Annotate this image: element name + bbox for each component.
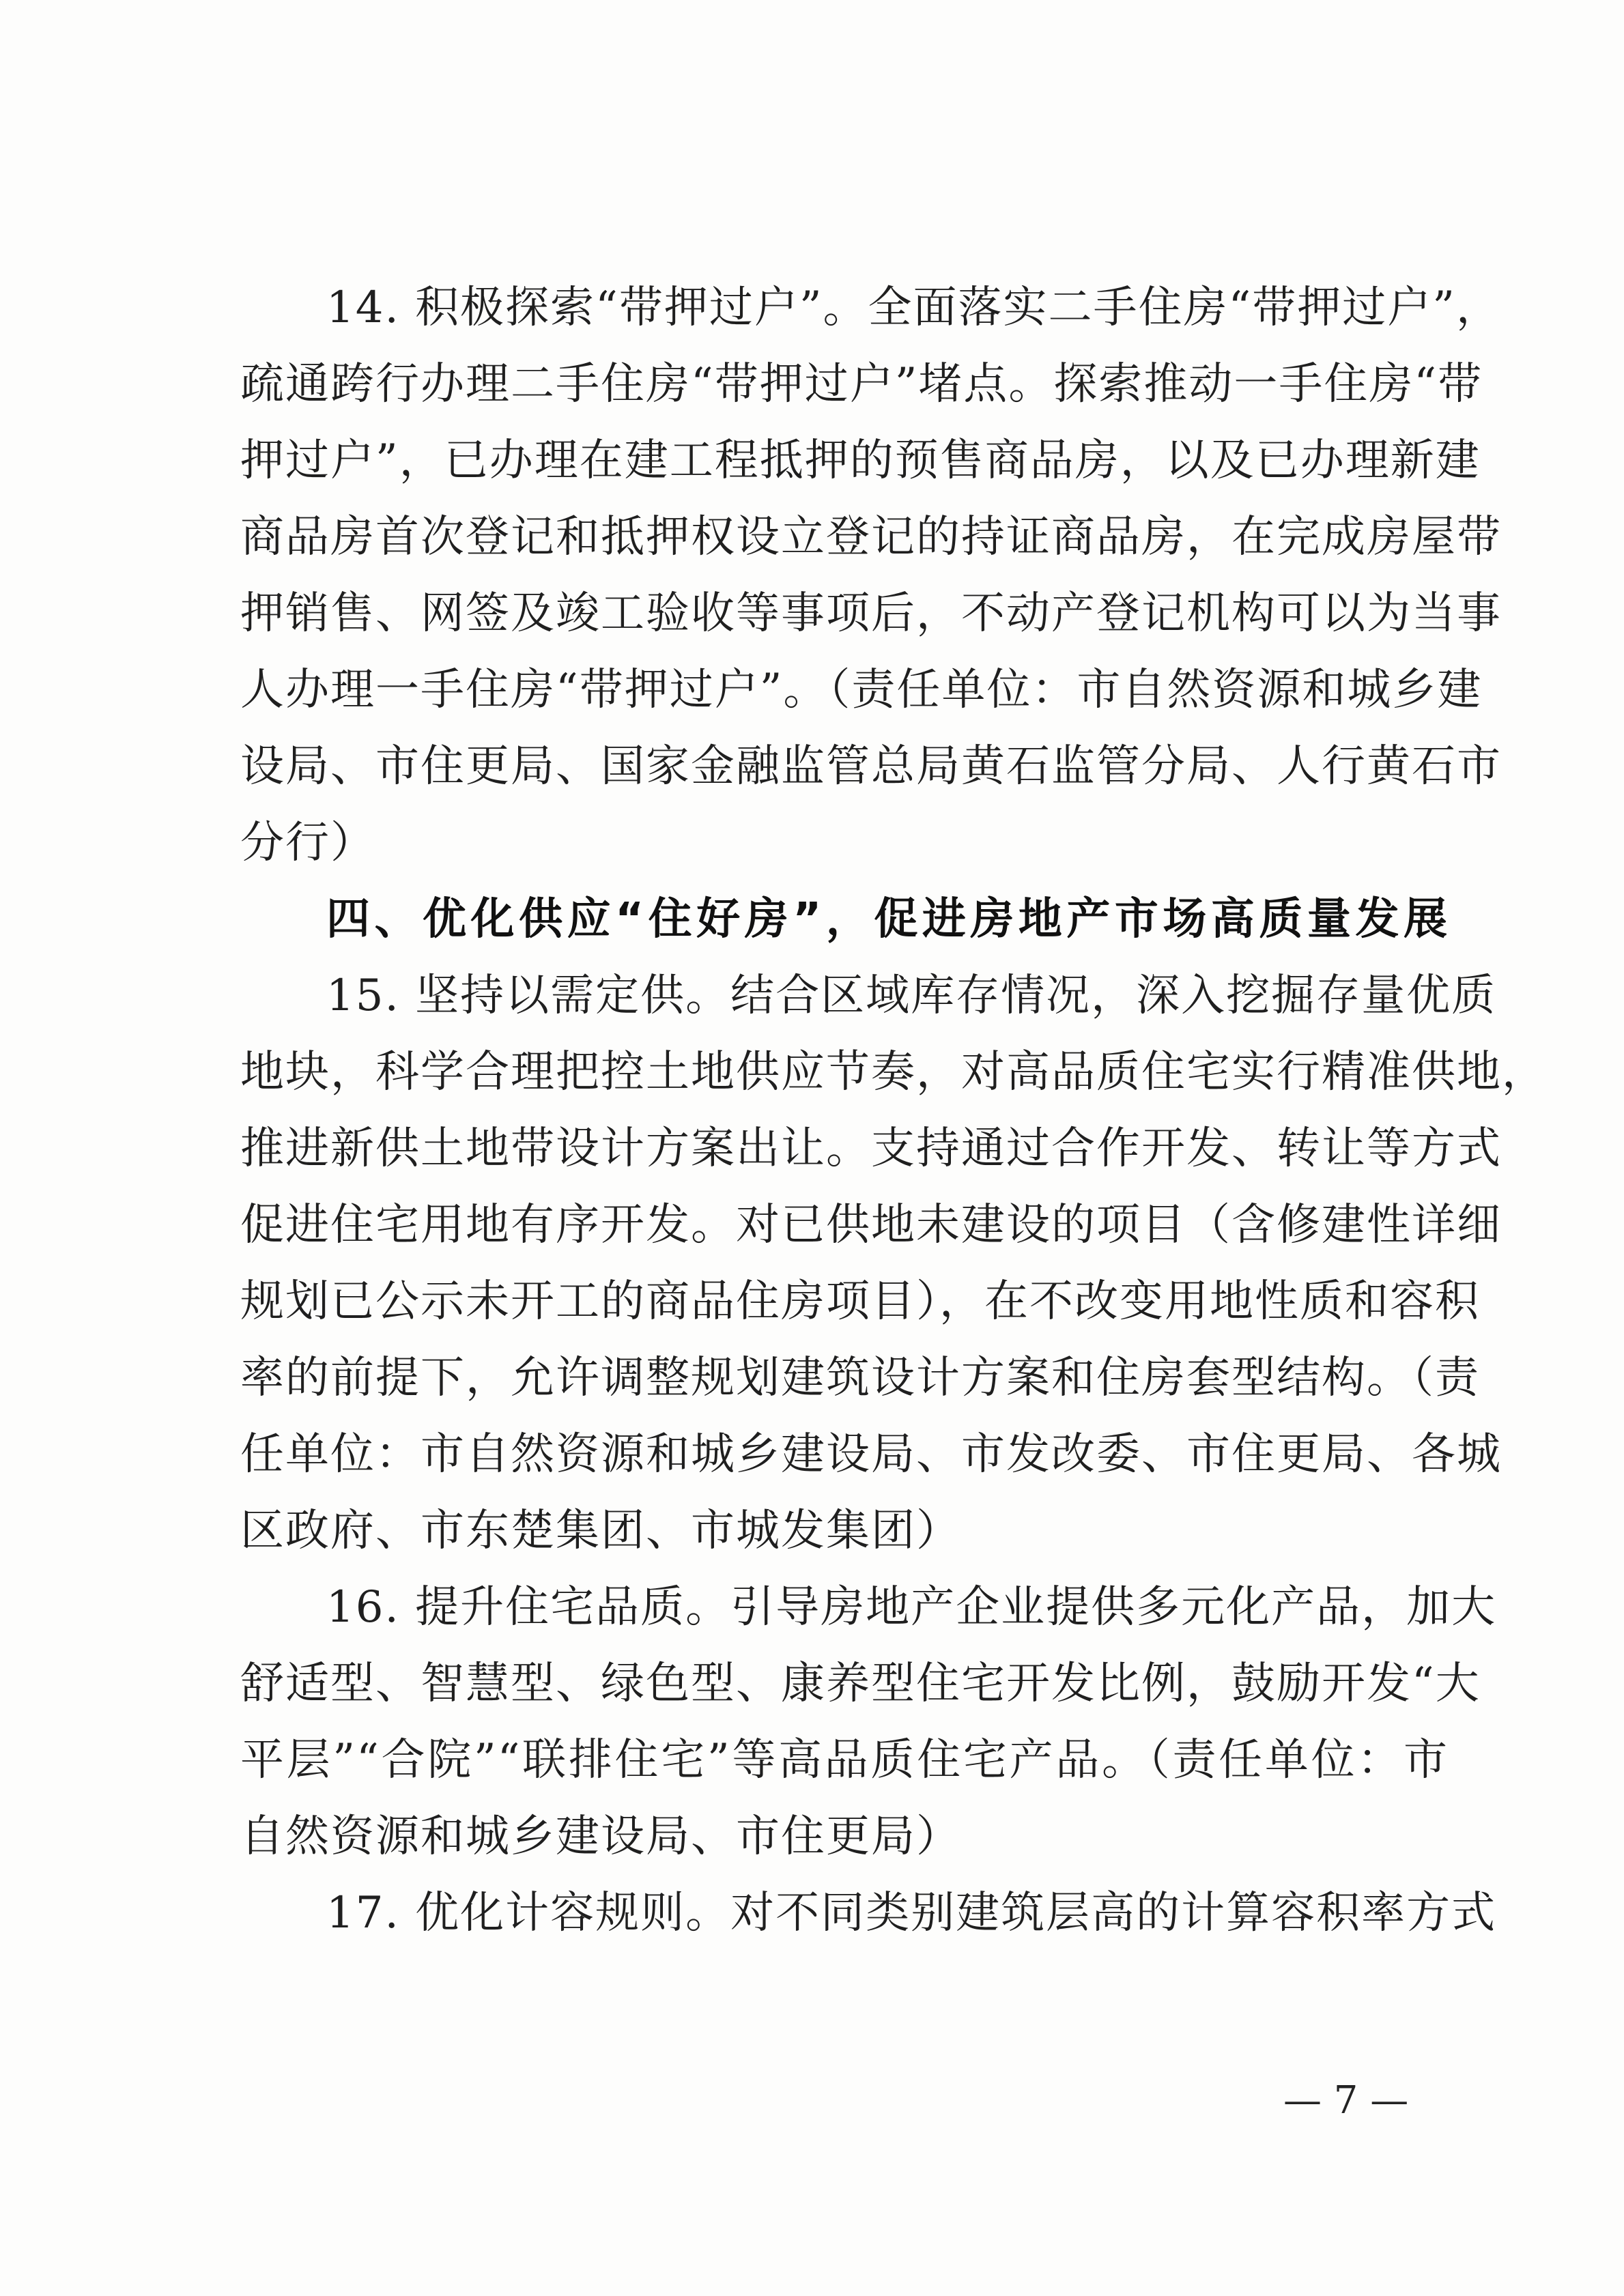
paragraph-14-line-3: 押过户”，已办理在建工程抵押的预售商品房，以及已办理新建 [240, 435, 1481, 486]
paragraph-15-line-6: 率的前提下，允许调整规划建筑设计方案和住房套型结构。（责 [240, 1353, 1480, 1403]
paragraph-16-line-1: 16. 提升住宅品质。引导房地产企业提供多元化产品，加大 [326, 1582, 1497, 1633]
paragraph-14-line-1: 14. 积极探索“带押过户”。全面落实二手住房“带押过户”， [326, 283, 1501, 333]
paragraph-16-line-2: 舒适型、智慧型、绿色型、康养型住宅开发比例，鼓励开发“大 [240, 1659, 1481, 1709]
paragraph-15-line-5: 规划已公示未开工的商品住房项目），在不改变用地性质和容积 [240, 1276, 1480, 1327]
paragraph-16-line-4: 自然资源和城乡建设局、市住更局） [240, 1811, 961, 1862]
paragraph-16-line-3: 平层”“合院”“联排住宅”等高品质住宅产品。（责任单位：市 [240, 1735, 1449, 1785]
section-four-heading: 四、优化供应“住好房”，促进房地产市场高质量发展 [326, 894, 1449, 945]
paragraph-14-line-2: 疏通跨行办理二手住房“带押过户”堵点。探索推动一手住房“带 [240, 359, 1483, 410]
paragraph-14-line-8: 分行） [240, 818, 375, 868]
paragraph-14-line-7: 设局、市住更局、国家金融监管总局黄石监管分局、人行黄石市 [240, 741, 1502, 792]
paragraph-15-line-1: 15. 坚持以需定供。结合区域库存情况，深入挖掘存量优质 [326, 971, 1497, 1021]
paragraph-17-line-1: 17. 优化计容规则。对不同类别建筑层高的计算容积率方式 [326, 1888, 1497, 1938]
paragraph-15-line-4: 促进住宅用地有序开发。对已供地未建设的项目（含修建性详细 [240, 1200, 1502, 1250]
paragraph-14-line-6: 人办理一手住房“带押过户”。（责任单位：市自然资源和城乡建 [240, 665, 1483, 715]
page-number: — 7 — [1283, 2078, 1409, 2123]
paragraph-14-line-4: 商品房首次登记和抵押权设立登记的持证商品房，在完成房屋带 [240, 512, 1502, 562]
paragraph-15-line-7: 任单位：市自然资源和城乡建设局、市发改委、市住更局、各城 [240, 1429, 1502, 1480]
paragraph-15-line-2: 地块，科学合理把控土地供应节奏，对高品质住宅实行精准供地， [240, 1047, 1547, 1097]
paragraph-15-line-3: 推进新供土地带设计方案出让。支持通过合作开发、转让等方式 [240, 1123, 1502, 1174]
document-body [240, 270, 1547, 1951]
paragraph-14-line-5: 押销售、网签及竣工验收等事项后，不动产登记机构可以为当事 [240, 588, 1502, 639]
paragraph-15-line-8: 区政府、市东楚集团、市城发集团） [240, 1506, 961, 1556]
